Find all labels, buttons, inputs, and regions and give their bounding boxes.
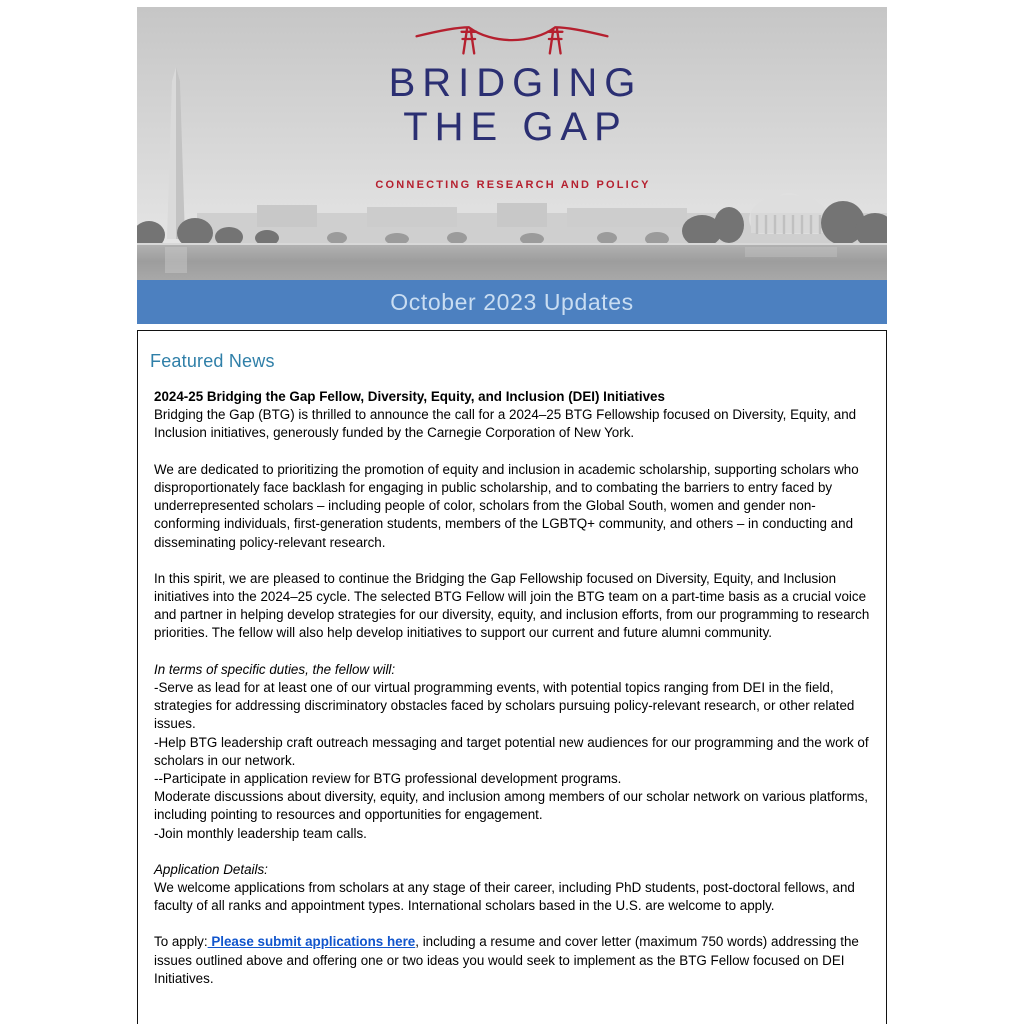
paragraph-dedication: We are dedicated to prioritizing the promotion of equity and inclusion in academic scholarship, supporting scholars who disproportionately face backlash for engaging in public scholarship, and to combating the barriers to entry faced by underrepresented scholars – including people of color, scholars from the Global South, women and gender non-conforming individuals, first-generation students, members of the LGBTQ+ community, and others – in conducting and disseminating policy-relevant research. xyxy=(154,461,859,550)
banner xyxy=(137,280,887,324)
article-title: 2024-25 Bridging the Gap Fellow, Diversity, Equity, and Inclusion (DEI) Initiatives xyxy=(154,389,665,404)
submit-applications-link[interactable]: Please submit applications here xyxy=(207,934,416,950)
banner-title: October 2023 Updates xyxy=(390,288,634,315)
paragraph-spirit: In this spirit, we are pleased to continue the Bridging the Gap Fellowship focused on Diversity, Equity, and Inclusion initiatives into the 2024–25 cycle. The selected BTG Fellow will join the BTG team on a part-time basis as a crucial voice and partner in helping develop strategies for our diversity, equity, and inclusion efforts, from our programming to research priorities. The fellow will also help develop initiatives to support our current and future alumni community. xyxy=(154,570,870,641)
newsletter-email xyxy=(137,7,887,1024)
logo-word-bridging: BRIDGING xyxy=(388,61,643,105)
paragraph-intro: Bridging the Gap (BTG) is thrilled to announce the call for a 2024–25 BTG Fellowship focused on Diversity, Equity, and Inclusion initiatives, generously funded by the Carnegie Corporation of New York. xyxy=(154,407,857,441)
duty-item: -Help BTG leadership craft outreach messaging and target potential new audiences for our programming and the work of scholars in our network. xyxy=(154,734,869,768)
apply-paragraph xyxy=(154,933,870,988)
duty-item: -Join monthly leadership team calls. xyxy=(154,825,367,841)
duties-heading: In terms of specific duties, the fellow will: xyxy=(154,661,396,677)
apply-prefix: To apply: xyxy=(154,934,208,950)
duty-item: -Serve as lead for at least one of our virtual programming events, with potential topics ranging from DEI in the field, strategies for addressing discriminatory obstacles faced by scholars pursuing policy-relevant research, or other related issues. xyxy=(154,679,855,732)
logo-word-the-gap: THE GAP xyxy=(403,105,628,149)
bridge-icon xyxy=(412,21,612,57)
btg-logo xyxy=(137,21,887,191)
duty-item: Moderate discussions about diversity, equity, and inclusion among members of our scholar network on various platforms, including pointing to resources and opportunities for engagement. xyxy=(154,789,869,823)
duty-item: --Participate in application review for BTG professional development programs. xyxy=(154,770,622,786)
logo-tagline: CONNECTING RESEARCH AND POLICY xyxy=(375,179,651,191)
application-details-heading: Application Details: xyxy=(154,861,268,877)
application-details-text: We welcome applications from scholars at any stage of their career, including PhD students, post-doctoral fellows, and faculty of all ranks and appointment types. International scholars based in the U.S. are welcome to apply. xyxy=(154,880,855,914)
content-area xyxy=(137,330,887,1024)
article xyxy=(154,388,870,988)
apply-suffix: , including a resume and cover letter (maximum 750 words) addressing the issues outlined above and offering one or two ideas you would seek to implement as the BTG Fellow focused on DEI Initiatives. xyxy=(154,934,859,986)
header-image xyxy=(137,7,887,280)
section-title-featured-news: Featured News xyxy=(150,351,275,371)
